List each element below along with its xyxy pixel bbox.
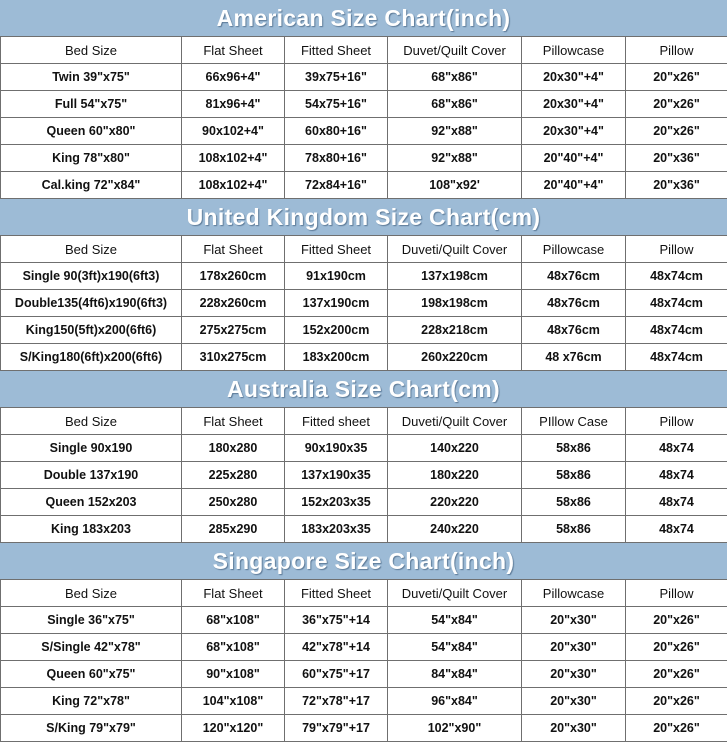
column-header: Flat Sheet [182, 408, 285, 435]
size-cell: 58x86 [522, 516, 626, 543]
table-row [1, 118, 727, 145]
column-header: Fitted sheet [285, 408, 388, 435]
table-row [1, 661, 727, 688]
bed-size-cell: Queen 60"x80" [1, 118, 182, 145]
size-cell: 20"x36" [626, 145, 727, 172]
bed-size-cell: Queen 60"x75" [1, 661, 182, 688]
size-cell: 20"x30" [522, 661, 626, 688]
size-cell: 108x102+4" [182, 172, 285, 199]
uk-size-chart-section [0, 199, 727, 371]
size-cell: 48x74cm [626, 290, 727, 317]
column-header: Bed Size [1, 236, 182, 263]
size-cell: 20"x26" [626, 118, 727, 145]
bed-size-cell: S/King 79"x79" [1, 715, 182, 742]
size-cell: 36"x75"+14 [285, 607, 388, 634]
size-cell: 152x203x35 [285, 489, 388, 516]
column-header: Fitted Sheet [285, 580, 388, 607]
bed-size-cell: Twin 39"x75" [1, 64, 182, 91]
table-header-row [1, 37, 727, 64]
column-header: Pillowcase [522, 580, 626, 607]
column-header: Duvet/Quilt Cover [388, 37, 522, 64]
size-cell: 20x30"+4" [522, 118, 626, 145]
column-header: Flat Sheet [182, 580, 285, 607]
size-cell: 48x74 [626, 435, 727, 462]
column-header: Duveti/Quilt Cover [388, 580, 522, 607]
column-header: Bed Size [1, 580, 182, 607]
size-cell: 228x260cm [182, 290, 285, 317]
size-cell: 90x102+4" [182, 118, 285, 145]
size-cell: 48x74cm [626, 263, 727, 290]
size-cell: 20"x30" [522, 715, 626, 742]
size-cell: 20"x36" [626, 172, 727, 199]
bed-size-cell: S/Single 42"x78" [1, 634, 182, 661]
size-cell: 104"x108" [182, 688, 285, 715]
size-cell: 180x220 [388, 462, 522, 489]
size-cell: 48x76cm [522, 317, 626, 344]
size-cell: 96"x84" [388, 688, 522, 715]
size-cell: 90"x108" [182, 661, 285, 688]
size-cell: 120"x120" [182, 715, 285, 742]
table-row [1, 344, 727, 371]
singapore-size-table [0, 579, 727, 742]
size-cell: 20"x26" [626, 64, 727, 91]
table-row [1, 634, 727, 661]
bed-size-cell: Single 90x190 [1, 435, 182, 462]
size-cell: 20"x26" [626, 91, 727, 118]
table-row [1, 91, 727, 118]
size-cell: 108x102+4" [182, 145, 285, 172]
table-row [1, 435, 727, 462]
size-cell: 240x220 [388, 516, 522, 543]
size-cell: 90x190x35 [285, 435, 388, 462]
bed-size-cell: Double 137x190 [1, 462, 182, 489]
table-header-row [1, 236, 727, 263]
table-row [1, 263, 727, 290]
size-cell: 54"x84" [388, 607, 522, 634]
bed-size-cell: Single 90(3ft)x190(6ft3) [1, 263, 182, 290]
australia-size-chart-section [0, 371, 727, 543]
table-header-row [1, 408, 727, 435]
size-cell: 60"x75"+17 [285, 661, 388, 688]
column-header: Pillow [626, 580, 727, 607]
size-cell: 310x275cm [182, 344, 285, 371]
table-row [1, 607, 727, 634]
size-cell: 20"x26" [626, 661, 727, 688]
size-cell: 54"x84" [388, 634, 522, 661]
size-cell: 48x76cm [522, 290, 626, 317]
size-cell: 39x75+16" [285, 64, 388, 91]
size-cell: 260x220cm [388, 344, 522, 371]
size-cell: 84"x84" [388, 661, 522, 688]
size-cell: 42"x78"+14 [285, 634, 388, 661]
size-cell: 180x280 [182, 435, 285, 462]
australia-section-title: Australia Size Chart(cm) [0, 371, 727, 407]
bed-size-cell: King 183x203 [1, 516, 182, 543]
american-section-title: American Size Chart(inch) [0, 0, 727, 36]
column-header: Duveti/Quilt Cover [388, 236, 522, 263]
column-header: Flat Sheet [182, 236, 285, 263]
table-row [1, 172, 727, 199]
size-cell: 60x80+16" [285, 118, 388, 145]
size-cell: 250x280 [182, 489, 285, 516]
singapore-size-chart-section [0, 543, 727, 742]
size-cell: 92"x88" [388, 145, 522, 172]
column-header: Fitted Sheet [285, 37, 388, 64]
size-cell: 48x74cm [626, 317, 727, 344]
size-cell: 20"x26" [626, 607, 727, 634]
column-header: Fitted Sheet [285, 236, 388, 263]
size-cell: 72x84+16" [285, 172, 388, 199]
uk-section-title: United Kingdom Size Chart(cm) [0, 199, 727, 235]
table-row [1, 462, 727, 489]
size-cell: 68"x86" [388, 64, 522, 91]
size-cell: 20"40"+4" [522, 145, 626, 172]
size-cell: 140x220 [388, 435, 522, 462]
size-cell: 20"x30" [522, 634, 626, 661]
size-cell: 152x200cm [285, 317, 388, 344]
table-row [1, 715, 727, 742]
size-cell: 183x203x35 [285, 516, 388, 543]
size-cell: 20"x30" [522, 607, 626, 634]
size-cell: 48x76cm [522, 263, 626, 290]
singapore-section-title: Singapore Size Chart(inch) [0, 543, 727, 579]
bed-size-cell: S/King180(6ft)x200(6ft6) [1, 344, 182, 371]
size-cell: 79"x79"+17 [285, 715, 388, 742]
size-cell: 48x74 [626, 489, 727, 516]
size-cell: 68"x86" [388, 91, 522, 118]
column-header: Pillowcase [522, 37, 626, 64]
bed-size-cell: Single 36"x75" [1, 607, 182, 634]
size-cell: 81x96+4" [182, 91, 285, 118]
size-cell: 58x86 [522, 462, 626, 489]
size-cell: 58x86 [522, 435, 626, 462]
column-header: Duveti/Quilt Cover [388, 408, 522, 435]
size-cell: 78x80+16" [285, 145, 388, 172]
column-header: Pillow [626, 37, 727, 64]
bed-size-cell: Queen 152x203 [1, 489, 182, 516]
bed-size-cell: Full 54"x75" [1, 91, 182, 118]
bed-size-cell: Double135(4ft6)x190(6ft3) [1, 290, 182, 317]
table-row [1, 290, 727, 317]
column-header: Pillow [626, 408, 727, 435]
column-header: Bed Size [1, 37, 182, 64]
size-cell: 48x74 [626, 462, 727, 489]
size-cell: 178x260cm [182, 263, 285, 290]
size-cell: 54x75+16" [285, 91, 388, 118]
table-row [1, 317, 727, 344]
size-cell: 66x96+4" [182, 64, 285, 91]
size-cell: 91x190cm [285, 263, 388, 290]
column-header: PIllow Case [522, 408, 626, 435]
australia-size-table [0, 407, 727, 543]
table-row [1, 145, 727, 172]
american-size-chart-section [0, 0, 727, 199]
american-size-table [0, 36, 727, 199]
size-cell: 48 x76cm [522, 344, 626, 371]
uk-size-table [0, 235, 727, 371]
size-cell: 68"x108" [182, 607, 285, 634]
bed-size-cell: King 78"x80" [1, 145, 182, 172]
size-cell: 225x280 [182, 462, 285, 489]
column-header: Bed Size [1, 408, 182, 435]
table-row [1, 64, 727, 91]
size-cell: 72"x78"+17 [285, 688, 388, 715]
bed-size-cell: Cal.king 72"x84" [1, 172, 182, 199]
size-cell: 20"x26" [626, 634, 727, 661]
size-cell: 102"x90" [388, 715, 522, 742]
size-cell: 58x86 [522, 489, 626, 516]
size-cell: 48x74 [626, 516, 727, 543]
size-cell: 20x30"+4" [522, 64, 626, 91]
column-header: Flat Sheet [182, 37, 285, 64]
table-row [1, 516, 727, 543]
size-cell: 228x218cm [388, 317, 522, 344]
table-row [1, 489, 727, 516]
size-cell: 275x275cm [182, 317, 285, 344]
size-cell: 68"x108" [182, 634, 285, 661]
size-cell: 20"x26" [626, 715, 727, 742]
size-cell: 108"x92' [388, 172, 522, 199]
size-cell: 285x290 [182, 516, 285, 543]
column-header: Pillow [626, 236, 727, 263]
column-header: Pillowcase [522, 236, 626, 263]
bed-size-cell: King150(5ft)x200(6ft6) [1, 317, 182, 344]
table-header-row [1, 580, 727, 607]
size-cell: 20"x30" [522, 688, 626, 715]
size-cell: 183x200cm [285, 344, 388, 371]
size-cell: 137x198cm [388, 263, 522, 290]
size-cell: 20"x26" [626, 688, 727, 715]
size-cell: 198x198cm [388, 290, 522, 317]
size-cell: 48x74cm [626, 344, 727, 371]
bed-size-cell: King 72"x78" [1, 688, 182, 715]
size-cell: 220x220 [388, 489, 522, 516]
size-cell: 20x30"+4" [522, 91, 626, 118]
table-row [1, 688, 727, 715]
size-cell: 92"x88" [388, 118, 522, 145]
size-cell: 137x190cm [285, 290, 388, 317]
size-cell: 20"40"+4" [522, 172, 626, 199]
size-cell: 137x190x35 [285, 462, 388, 489]
